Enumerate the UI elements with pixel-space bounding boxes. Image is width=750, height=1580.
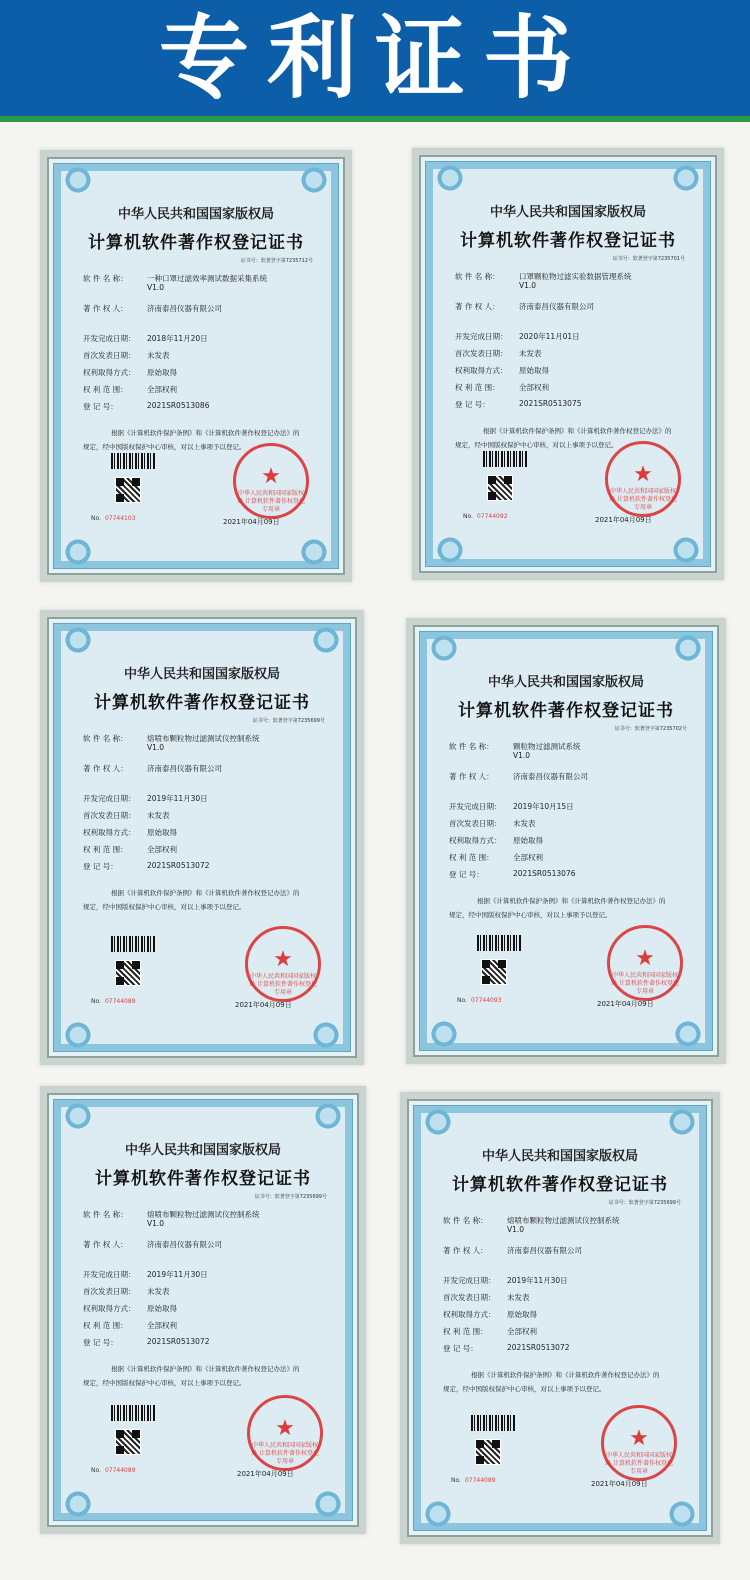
seal-text: 中华人民共和国国家版权局 计算机软件著作权登记专用章	[609, 488, 677, 511]
seal-text: 中华人民共和国国家版权局 计算机软件著作权登记专用章	[237, 490, 305, 513]
field-value: 2019年11月30日	[147, 794, 208, 803]
seal-text: 中华人民共和国国家版权局 计算机软件著作权登记专用章	[251, 1442, 319, 1465]
statement-line-1: 根据《计算机软件保护条例》和《计算机软件著作权登记办法》的	[477, 897, 666, 905]
serial-number	[463, 513, 508, 520]
ornament-corner-icon	[659, 1499, 705, 1529]
field-acquisition-method	[455, 365, 687, 379]
field-development-date	[83, 333, 315, 347]
field-value: 全部权利	[507, 1327, 537, 1336]
field-rights-scope	[83, 844, 327, 858]
field-value: 原始取得	[147, 828, 177, 837]
field-value: 原始取得	[519, 366, 549, 375]
certificate-border	[420, 632, 712, 1050]
certificate-card	[400, 1092, 720, 1544]
field-publication-date	[455, 348, 687, 362]
field-registration-number	[83, 1337, 329, 1351]
field-version: V1.0	[519, 281, 537, 290]
field-acquisition-method	[83, 367, 315, 381]
field-copyright-owner	[449, 771, 689, 785]
ornament-corner-icon	[427, 163, 473, 193]
qr-code-icon	[487, 475, 513, 501]
ornament-corner-icon	[303, 1020, 349, 1050]
field-value: 未发表	[147, 1287, 170, 1296]
field-development-date	[449, 801, 689, 815]
field-software-name	[443, 1215, 683, 1234]
certificate-title: 计算机软件著作权登记证书	[94, 693, 310, 713]
serial-number	[91, 515, 136, 522]
banner	[0, 0, 750, 122]
field-label: 权利取得方式：	[455, 366, 508, 375]
field-development-date	[83, 1269, 329, 1283]
qr-code-icon	[115, 960, 141, 986]
field-publication-date	[83, 350, 315, 364]
issuing-agency: 中华人民共和国国家版权局	[123, 667, 280, 682]
official-seal	[605, 441, 681, 517]
field-value: 济南泰昌仪器有限公司	[513, 772, 588, 781]
field-label: 权利取得方式：	[449, 836, 502, 845]
ornament-corner-icon	[663, 535, 709, 565]
field-label: 首次发表日期：	[83, 1287, 136, 1296]
field-label: 登 记 号：	[443, 1344, 478, 1353]
field-value: 未发表	[519, 349, 542, 358]
serial-label: No.	[451, 1477, 461, 1484]
field-value: 全部权利	[519, 383, 549, 392]
field-development-date	[83, 793, 327, 807]
certification-statement	[449, 894, 689, 922]
certificate-border	[54, 1100, 352, 1520]
field-acquisition-method	[443, 1309, 683, 1323]
field-acquisition-method	[83, 827, 327, 841]
field-label: 著 作 权 人：	[443, 1246, 488, 1255]
field-label: 首次发表日期：	[449, 819, 502, 828]
field-publication-date	[83, 810, 327, 824]
field-value: 2018年11月20日	[147, 334, 208, 343]
serial-number	[457, 997, 502, 1004]
statement-line-1: 根据《计算机软件保护条例》和《计算机软件著作权登记办法》的	[111, 1365, 300, 1373]
field-copyright-owner	[443, 1245, 683, 1259]
qr-code-icon	[115, 477, 141, 503]
certificate-number: 证书号：软著登字第7235699号	[252, 718, 325, 724]
seal-star-icon: ★	[273, 947, 293, 972]
official-seal	[607, 925, 683, 1001]
statement-line-2: 规定，经中国版权保护中心审核，对以上事项予以登记。	[455, 441, 618, 449]
field-label: 开发完成日期：	[449, 802, 502, 811]
serial-value: 07744093	[470, 997, 502, 1004]
ornament-corner-icon	[659, 1107, 705, 1137]
field-copyright-owner	[455, 301, 687, 315]
field-label: 登 记 号：	[455, 400, 490, 409]
seal-star-icon: ★	[635, 946, 655, 971]
field-development-date	[455, 331, 687, 345]
statement-line-1: 根据《计算机软件保护条例》和《计算机软件著作权登记办法》的	[483, 427, 672, 435]
field-label: 软 件 名 称：	[83, 734, 128, 743]
field-label: 权 利 范 围：	[83, 1321, 128, 1330]
field-value: 济南泰昌仪器有限公司	[147, 1240, 222, 1249]
serial-value: 07744092	[476, 513, 508, 520]
field-value: 一种口罩过滤效率测试数据采集系统	[147, 274, 267, 283]
field-label: 权 利 范 围：	[83, 845, 128, 854]
issue-date: 2021年04月09日	[237, 1470, 294, 1478]
field-rights-scope	[455, 382, 687, 396]
field-label: 开发完成日期：	[443, 1276, 496, 1285]
issue-date: 2021年04月09日	[591, 1480, 648, 1488]
serial-value: 07744103	[104, 515, 136, 522]
field-label: 首次发表日期：	[455, 349, 508, 358]
field-value: 熔喷布颗粒物过滤测试仪控制系统	[147, 1210, 260, 1219]
field-publication-date	[83, 1286, 329, 1300]
certificate-title: 计算机软件著作权登记证书	[452, 1175, 668, 1195]
barcode-icon	[477, 935, 521, 951]
issuing-agency: 中华人民共和国国家版权局	[489, 205, 646, 220]
field-value: 未发表	[147, 351, 170, 360]
field-label: 著 作 权 人：	[449, 772, 494, 781]
ornament-corner-icon	[291, 537, 337, 567]
field-value: 未发表	[147, 811, 170, 820]
certificate-card	[412, 148, 724, 580]
certificate-border	[426, 162, 710, 566]
field-label: 权利取得方式：	[83, 1304, 136, 1313]
issuing-agency: 中华人民共和国国家版权局	[124, 1143, 281, 1158]
barcode-icon	[471, 1415, 515, 1431]
field-value: 原始取得	[147, 1304, 177, 1313]
ornament-corner-icon	[305, 1101, 351, 1131]
certificate-border	[54, 624, 350, 1051]
official-seal	[245, 926, 321, 1002]
statement-line-2: 规定，经中国版权保护中心审核，对以上事项予以登记。	[83, 1379, 246, 1387]
seal-star-icon: ★	[629, 1426, 649, 1451]
field-label: 软 件 名 称：	[83, 1210, 128, 1219]
barcode-icon	[111, 453, 155, 469]
ornament-corner-icon	[421, 1019, 467, 1049]
serial-value: 07744089	[104, 1467, 136, 1474]
field-version: V1.0	[507, 1225, 525, 1234]
certificate-number: 证书号：软著登字第7235712号	[240, 258, 313, 264]
official-seal	[601, 1405, 677, 1481]
field-acquisition-method	[83, 1303, 329, 1317]
field-value: 济南泰昌仪器有限公司	[147, 764, 222, 773]
statement-line-1: 根据《计算机软件保护条例》和《计算机软件著作权登记办法》的	[111, 429, 300, 437]
serial-label: No.	[463, 513, 473, 520]
field-version: V1.0	[147, 283, 165, 292]
field-value: 2019年11月30日	[507, 1276, 568, 1285]
certificate-title: 计算机软件著作权登记证书	[95, 1169, 311, 1189]
field-value: 原始取得	[513, 836, 543, 845]
field-registration-number	[455, 399, 687, 413]
field-value: 熔喷布颗粒物过滤测试仪控制系统	[507, 1216, 620, 1225]
field-publication-date	[449, 818, 689, 832]
certificate-card	[40, 150, 352, 582]
certificate-frame	[413, 625, 719, 1057]
field-value: 2021SR0513075	[519, 399, 582, 408]
issuing-agency: 中华人民共和国国家版权局	[117, 207, 274, 222]
field-value: 2021SR0513076	[513, 869, 576, 878]
barcode-icon	[111, 1405, 155, 1421]
field-value: 2019年11月30日	[147, 1270, 208, 1279]
field-label: 登 记 号：	[83, 862, 118, 871]
issue-date: 2021年04月09日	[597, 1000, 654, 1008]
field-software-name	[83, 1209, 329, 1228]
issue-date: 2021年04月09日	[223, 518, 280, 526]
field-value: 未发表	[513, 819, 536, 828]
ornament-corner-icon	[421, 633, 467, 663]
field-label: 开发完成日期：	[83, 1270, 136, 1279]
certificate-card	[40, 1086, 366, 1534]
field-rights-scope	[443, 1326, 683, 1340]
certificate-card	[40, 610, 364, 1065]
field-value: 口罩颗粒物过滤实验数据管理系统	[519, 272, 632, 281]
serial-label: No.	[91, 515, 101, 522]
field-label: 软 件 名 称：	[449, 742, 494, 751]
ornament-corner-icon	[55, 1101, 101, 1131]
field-label: 权 利 范 围：	[449, 853, 494, 862]
statement-line-2: 规定，经中国版权保护中心审核，对以上事项予以登记。	[443, 1385, 606, 1393]
field-value: 2021SR0513072	[147, 861, 210, 870]
field-value: 2020年11月01日	[519, 332, 580, 341]
ornament-corner-icon	[663, 163, 709, 193]
statement-line-2: 规定，经中国版权保护中心审核，对以上事项予以登记。	[83, 443, 246, 451]
field-value: 2021SR0513072	[147, 1337, 210, 1346]
field-rights-scope	[83, 384, 315, 398]
ornament-corner-icon	[291, 165, 337, 195]
ornament-corner-icon	[55, 625, 101, 655]
field-value: 未发表	[507, 1293, 530, 1302]
field-label: 著 作 权 人：	[455, 302, 500, 311]
ornament-corner-icon	[415, 1107, 461, 1137]
certification-statement	[443, 1368, 683, 1396]
certificate-frame	[407, 1099, 713, 1537]
field-label: 登 记 号：	[83, 1338, 118, 1347]
certificate-title: 计算机软件著作权登记证书	[458, 701, 674, 721]
seal-star-icon: ★	[261, 464, 281, 489]
field-registration-number	[83, 861, 327, 875]
field-value: 济南泰昌仪器有限公司	[147, 304, 222, 313]
official-seal	[247, 1395, 323, 1471]
field-label: 著 作 权 人：	[83, 304, 128, 313]
field-software-name	[449, 741, 689, 760]
field-value: 原始取得	[147, 368, 177, 377]
field-label: 权 利 范 围：	[455, 383, 500, 392]
ornament-corner-icon	[55, 1020, 101, 1050]
barcode-icon	[483, 451, 527, 467]
field-software-name	[83, 273, 315, 292]
ornament-corner-icon	[305, 1489, 351, 1519]
field-copyright-owner	[83, 303, 315, 317]
field-label: 登 记 号：	[83, 402, 118, 411]
field-label: 首次发表日期：	[83, 811, 136, 820]
field-publication-date	[443, 1292, 683, 1306]
seal-text: 中华人民共和国国家版权局 计算机软件著作权登记专用章	[611, 972, 679, 995]
certificate-frame	[419, 155, 717, 573]
banner-title: 专利证书	[159, 6, 591, 111]
field-label: 权利取得方式：	[443, 1310, 496, 1319]
field-label: 登 记 号：	[449, 870, 484, 879]
certificate-number: 证书号：软著登字第7235701号	[612, 256, 685, 262]
field-development-date	[443, 1275, 683, 1289]
statement-line-1: 根据《计算机软件保护条例》和《计算机软件著作权登记办法》的	[111, 889, 300, 897]
ornament-corner-icon	[427, 535, 473, 565]
certificate-frame	[47, 617, 357, 1058]
field-label: 软 件 名 称：	[83, 274, 128, 283]
issuing-agency: 中华人民共和国国家版权局	[487, 675, 644, 690]
field-label: 开发完成日期：	[83, 334, 136, 343]
field-version: V1.0	[513, 751, 531, 760]
field-label: 软 件 名 称：	[443, 1216, 488, 1225]
field-label: 著 作 权 人：	[83, 764, 128, 773]
serial-value: 07744089	[464, 1477, 496, 1484]
certificate-title: 计算机软件著作权登记证书	[460, 231, 676, 251]
field-version: V1.0	[147, 743, 165, 752]
field-registration-number	[449, 869, 689, 883]
field-registration-number	[443, 1343, 683, 1357]
seal-star-icon: ★	[633, 462, 653, 487]
statement-line-2: 规定，经中国版权保护中心审核，对以上事项予以登记。	[83, 903, 246, 911]
field-value: 原始取得	[507, 1310, 537, 1319]
ornament-corner-icon	[55, 537, 101, 567]
qr-code-icon	[475, 1439, 501, 1465]
seal-star-icon: ★	[275, 1416, 295, 1441]
qr-code-icon	[481, 959, 507, 985]
field-registration-number	[83, 401, 315, 415]
ornament-corner-icon	[55, 1489, 101, 1519]
field-value: 济南泰昌仪器有限公司	[519, 302, 594, 311]
field-label: 开发完成日期：	[83, 794, 136, 803]
field-software-name	[455, 271, 687, 290]
qr-code-icon	[115, 1429, 141, 1455]
ornament-corner-icon	[665, 633, 711, 663]
field-label: 著 作 权 人：	[83, 1240, 128, 1249]
field-label: 权利取得方式：	[83, 828, 136, 837]
field-label: 权 利 范 围：	[83, 385, 128, 394]
statement-line-1: 根据《计算机软件保护条例》和《计算机软件著作权登记办法》的	[471, 1371, 660, 1379]
field-label: 开发完成日期：	[455, 332, 508, 341]
serial-number	[91, 998, 136, 1005]
field-label: 权利取得方式：	[83, 368, 136, 377]
ornament-corner-icon	[303, 625, 349, 655]
serial-value: 07744089	[104, 998, 136, 1005]
issue-date: 2021年04月09日	[595, 516, 652, 524]
field-value: 熔喷布颗粒物过滤测试仪控制系统	[147, 734, 260, 743]
serial-label: No.	[457, 997, 467, 1004]
field-value: 全部权利	[513, 853, 543, 862]
serial-label: No.	[91, 1467, 101, 1474]
field-value: 2021SR0513086	[147, 401, 210, 410]
field-value: 济南泰昌仪器有限公司	[507, 1246, 582, 1255]
field-value: 颗粒物过滤测试系统	[513, 742, 581, 751]
field-value: 2019年10月15日	[513, 802, 574, 811]
certificate-title: 计算机软件著作权登记证书	[88, 233, 304, 253]
issue-date: 2021年04月09日	[235, 1001, 292, 1009]
certificate-border	[54, 164, 338, 568]
field-value: 2021SR0513072	[507, 1343, 570, 1352]
statement-line-2: 规定，经中国版权保护中心审核，对以上事项予以登记。	[449, 911, 612, 919]
field-label: 权 利 范 围：	[443, 1327, 488, 1336]
field-label: 软 件 名 称：	[455, 272, 500, 281]
field-rights-scope	[449, 852, 689, 866]
field-acquisition-method	[449, 835, 689, 849]
field-version: V1.0	[147, 1219, 165, 1228]
seal-text: 中华人民共和国国家版权局 计算机软件著作权登记专用章	[249, 973, 317, 996]
field-rights-scope	[83, 1320, 329, 1334]
field-value: 全部权利	[147, 385, 177, 394]
certificate-card	[406, 618, 726, 1064]
barcode-icon	[111, 936, 155, 952]
ornament-corner-icon	[55, 165, 101, 195]
issuing-agency: 中华人民共和国国家版权局	[481, 1149, 638, 1164]
seal-text: 中华人民共和国国家版权局 计算机软件著作权登记专用章	[605, 1452, 673, 1475]
certificate-border	[414, 1106, 706, 1530]
field-label: 首次发表日期：	[83, 351, 136, 360]
ornament-corner-icon	[415, 1499, 461, 1529]
ornament-corner-icon	[665, 1019, 711, 1049]
serial-label: No.	[91, 998, 101, 1005]
certification-statement	[83, 886, 327, 914]
serial-number	[91, 1467, 136, 1474]
certificate-frame	[47, 1093, 359, 1527]
certificate-number: 证书号：软著登字第7235702号	[614, 726, 687, 732]
field-copyright-owner	[83, 763, 327, 777]
certification-statement	[83, 1362, 329, 1390]
official-seal	[233, 443, 309, 519]
certificate-number: 证书号：软著登字第7235699号	[608, 1200, 681, 1206]
field-software-name	[83, 733, 327, 752]
field-value: 全部权利	[147, 1321, 177, 1330]
field-label: 首次发表日期：	[443, 1293, 496, 1302]
field-copyright-owner	[83, 1239, 329, 1253]
certificate-number: 证书号：软著登字第7235699号	[254, 1194, 327, 1200]
field-value: 全部权利	[147, 845, 177, 854]
serial-number	[451, 1477, 496, 1484]
certificate-frame	[47, 157, 345, 575]
